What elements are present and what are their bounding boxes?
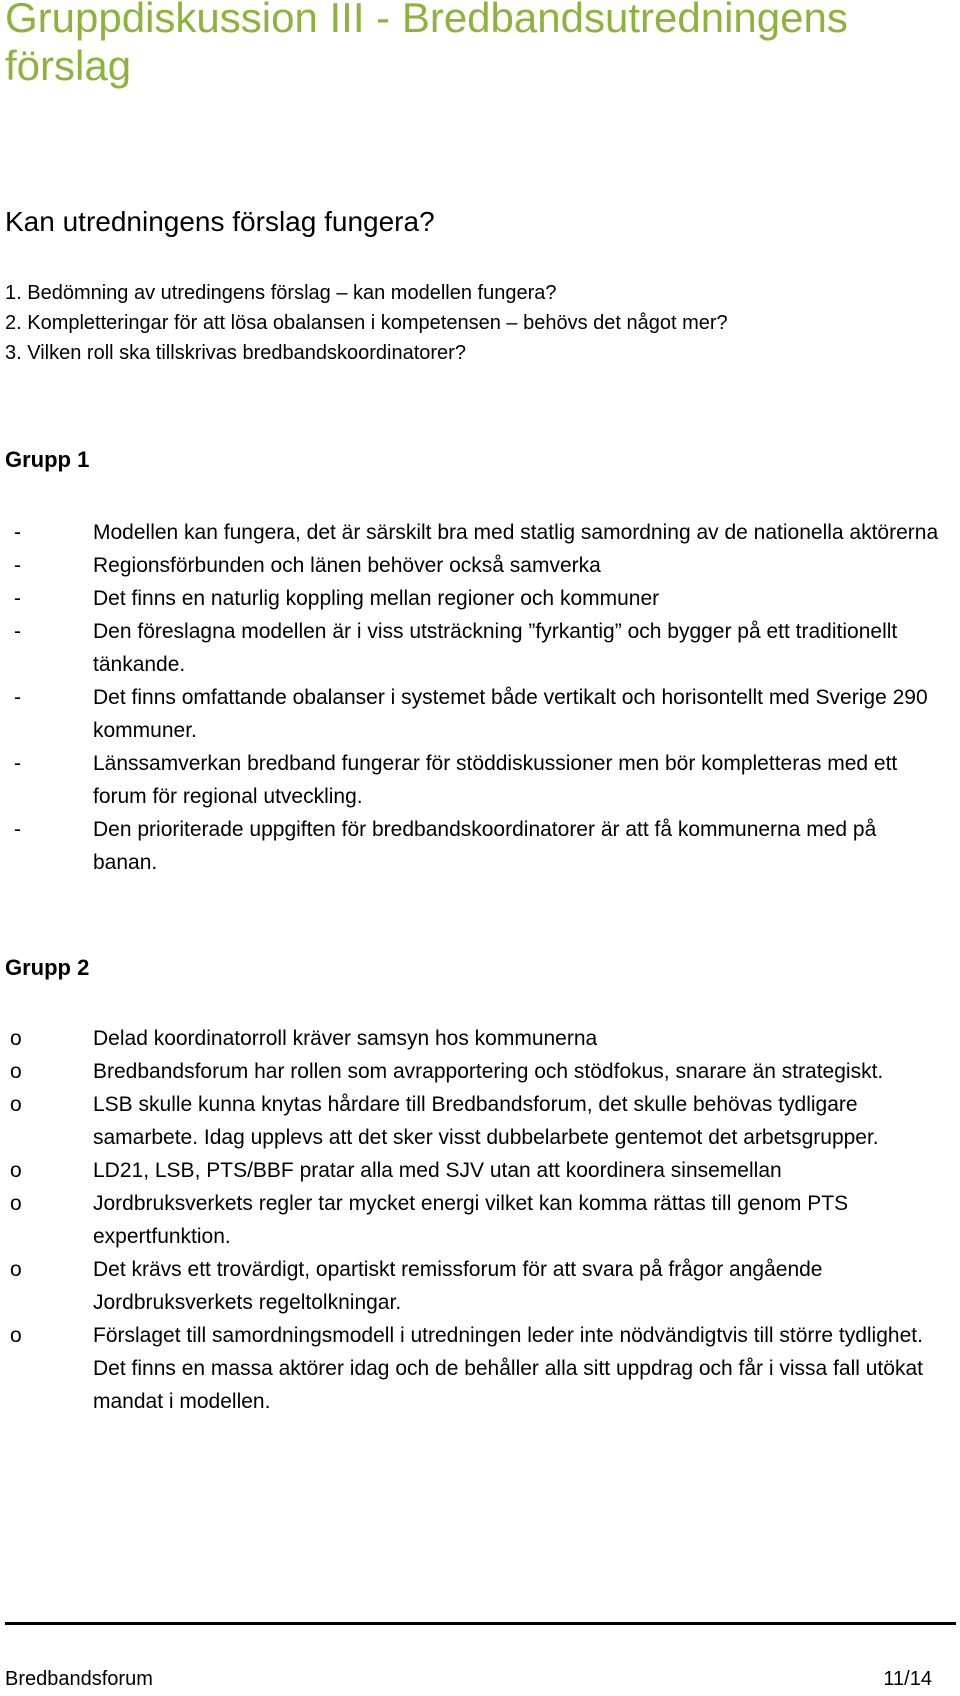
list-item bbox=[0, 681, 940, 747]
list-item-text: Den prioriterade uppgiften för bredbandskoordinatorer är att få kommunerna med på banan. bbox=[93, 818, 877, 874]
circle-marker: o bbox=[10, 1027, 22, 1050]
question-item: 2. Kompletteringar för att lösa obalansen i kompetensen – behövs det något mer? bbox=[5, 312, 728, 334]
group1-list bbox=[0, 516, 940, 879]
circle-marker: o bbox=[10, 1093, 22, 1116]
dash-marker: - bbox=[14, 521, 21, 544]
list-item bbox=[0, 1022, 940, 1055]
list-item bbox=[0, 1154, 940, 1187]
dash-marker: - bbox=[14, 686, 21, 709]
list-item-text: Bredbandsforum har rollen som avrapportering och stödfokus, snarare än strategiskt. bbox=[93, 1060, 884, 1083]
list-item bbox=[0, 813, 940, 879]
list-item-text: Det finns omfattande obalanser i systemet både vertikalt och horisontellt med Sverige 290 kommuner. bbox=[93, 686, 928, 742]
list-item-text: Jordbruksverkets regler tar mycket energi vilket kan komma rättas till genom PTS expertfunktion. bbox=[93, 1192, 849, 1248]
circle-marker: o bbox=[10, 1258, 22, 1281]
circle-marker: o bbox=[10, 1159, 22, 1182]
dash-marker: - bbox=[14, 554, 21, 577]
list-item bbox=[0, 1319, 940, 1418]
list-item-text: Regionsförbunden och länen behöver också samverka bbox=[93, 554, 601, 577]
list-item-text: Det krävs ett trovärdigt, opartiskt remissforum för att svara på frågor angående Jordbruksverkets regeltolkningar. bbox=[93, 1258, 823, 1314]
dash-marker: - bbox=[14, 587, 21, 610]
question-heading: Kan utredningens förslag fungera? bbox=[5, 206, 435, 237]
dash-marker: - bbox=[14, 620, 21, 643]
list-item-text: LD21, LSB, PTS/BBF pratar alla med SJV utan att koordinera sinsemellan bbox=[93, 1159, 782, 1182]
document-title: Gruppdiskussion III - Bredbandsutredningens förslag bbox=[5, 0, 848, 89]
circle-marker: o bbox=[10, 1324, 22, 1347]
question-item: 1. Bedömning av utredingens förslag – kan modellen fungera? bbox=[5, 282, 557, 304]
list-item-text: Länssamverkan bredband fungerar för stöddiskussioner men bör kompletteras med ett forum för regional utveckling. bbox=[93, 752, 898, 808]
list-item bbox=[0, 747, 940, 813]
list-item-text: Delad koordinatorroll kräver samsyn hos kommunerna bbox=[93, 1027, 598, 1050]
list-item bbox=[0, 582, 940, 615]
list-item-text: LSB skulle kunna knytas hårdare till Bredbandsforum, det skulle behövas tydligare samarbete. Idag upplevs att det sker visst dubbelarbete gentemot det arbetsgrupper. bbox=[93, 1093, 879, 1149]
list-item-text: Det finns en naturlig koppling mellan regioner och kommuner bbox=[93, 587, 660, 610]
footer-organization: Bredbandsforum bbox=[5, 1668, 153, 1690]
page-number: 11/14 bbox=[883, 1668, 932, 1690]
question-item: 3. Vilken roll ska tillskrivas bredbandskoordinatorer? bbox=[5, 342, 466, 364]
list-item-text: Modellen kan fungera, det är särskilt bra med statlig samordning av de nationella aktörerna bbox=[93, 521, 939, 544]
list-item-text: Den föreslagna modellen är i viss utsträckning ”fyrkantig” och bygger på ett traditionellt tänkande. bbox=[93, 620, 898, 676]
list-item bbox=[0, 549, 940, 582]
dash-marker: - bbox=[14, 818, 21, 841]
group2-list bbox=[0, 1022, 940, 1418]
list-item-text: Förslaget till samordningsmodell i utredningen leder inte nödvändigtvis till större tydlighet. Det finns en massa aktörer idag och de behåller alla sitt uppdrag och får i vissa fall utökat mandat i modellen. bbox=[93, 1324, 923, 1413]
list-item bbox=[0, 1055, 940, 1088]
footer-divider bbox=[5, 1622, 956, 1625]
list-item bbox=[0, 1187, 940, 1253]
circle-marker: o bbox=[10, 1192, 22, 1215]
question-list bbox=[5, 278, 728, 368]
circle-marker: o bbox=[10, 1060, 22, 1083]
list-item bbox=[0, 1088, 940, 1154]
dash-marker: - bbox=[14, 752, 21, 775]
list-item bbox=[0, 516, 940, 549]
list-item bbox=[0, 1253, 940, 1319]
group2-heading: Grupp 2 bbox=[5, 955, 90, 980]
group1-heading: Grupp 1 bbox=[5, 447, 90, 472]
list-item bbox=[0, 615, 940, 681]
